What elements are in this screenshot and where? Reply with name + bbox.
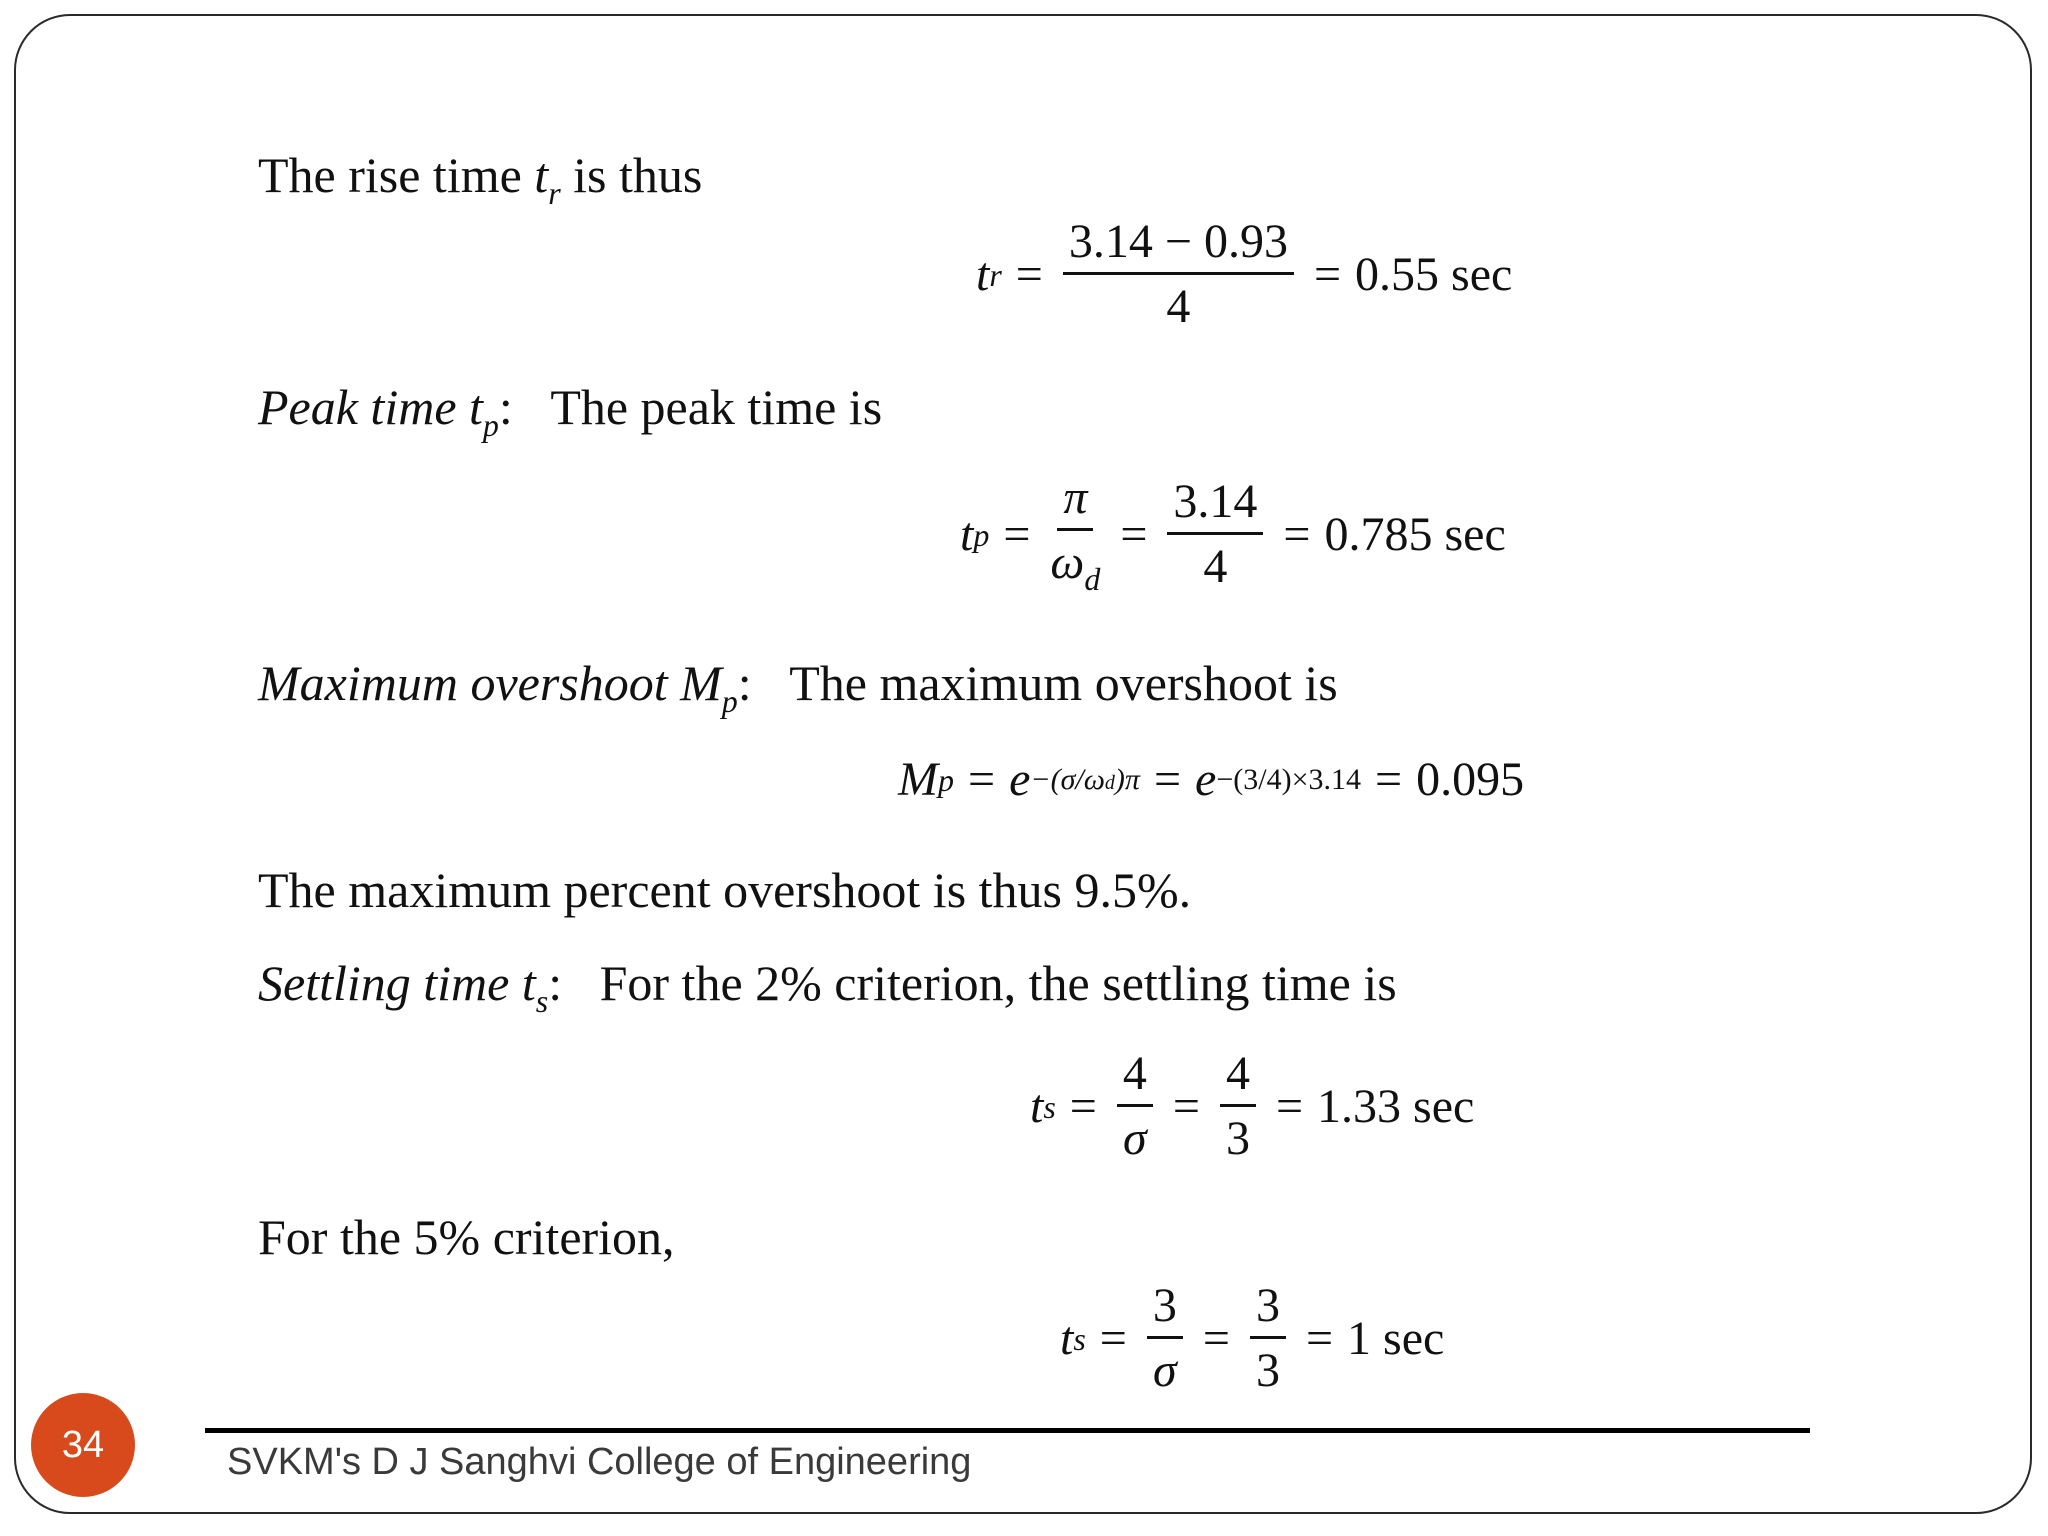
peak-time-equation [960,471,1506,597]
equals-sign: = [1375,753,1403,806]
denominator: 4 [1203,540,1228,593]
omega: ω [1050,536,1085,589]
eq-lhs-sub: s [1043,1088,1056,1125]
exponent-end: )π [1114,763,1140,796]
overshoot-label: Maximum overshoot M [258,655,722,711]
rise-sub: r [548,175,561,211]
equals-sign: = [1069,1079,1097,1133]
footer-college-name: SVKM's D J Sanghvi College of Engineering [227,1441,972,1483]
eq-lhs-sub: s [1073,1320,1086,1357]
numerator: 3.14 − 0.93 [1063,218,1294,275]
fraction [1063,215,1294,333]
result: 0.55 sec [1355,247,1513,301]
equals-sign: = [1313,247,1342,301]
equals-sign: = [1305,1311,1334,1365]
numerator: π [1057,474,1093,531]
denominator [1050,531,1100,595]
equals-sign: = [1015,247,1043,301]
five-pct-text [258,1209,675,1265]
equals-sign: = [1099,1311,1127,1365]
numerator: 4 [1117,1050,1153,1107]
peak-text: The peak time is [550,379,883,435]
fraction [1220,1047,1256,1165]
rise-intro-tail: is thus [560,147,703,203]
peak-label: Peak time t [258,379,483,435]
equals-sign: = [1120,507,1148,561]
eq-lhs-sub: p [973,516,990,553]
eq-lhs: M [898,753,938,806]
exponent: −(3/4)×3.14 [1216,763,1361,796]
five-text: For the 5% criterion, [258,1209,675,1265]
settling-5pct-equation [1060,1279,1445,1397]
exponent-text: −(σ/ω [1030,763,1105,796]
settling-2pct-equation [1030,1047,1475,1165]
result: 0.785 sec [1324,507,1506,561]
denominator: 3 [1225,1112,1250,1165]
overshoot-text: The maximum overshoot is [789,655,1338,711]
denominator: 4 [1166,280,1191,333]
equals-sign: = [1003,507,1031,561]
overshoot-equation [898,753,1525,806]
peak-time-heading [258,379,883,443]
fraction [1117,1047,1153,1165]
settling-colon: : [548,955,563,1011]
equals-sign: = [1202,1311,1230,1365]
result: 1.33 sec [1317,1079,1475,1133]
numerator: 3 [1250,1282,1286,1339]
overshoot-colon: : [737,655,752,711]
percent-text: The maximum percent overshoot is thus 9.5%. [258,862,1192,918]
denominator: σ [1123,1112,1147,1165]
settling-sub: s [535,983,549,1019]
rise-time-equation [976,215,1513,333]
rise-intro-text: The rise time [258,147,535,203]
eq-lhs-sub: r [989,256,1002,293]
overshoot-heading [258,655,1338,719]
rise-time-intro [258,147,703,211]
equals-sign: = [1275,1079,1304,1133]
exp-base: e [1195,753,1217,806]
eq-lhs: t [976,247,990,301]
equals-sign: = [1153,753,1182,806]
omega-sub: d [1084,561,1101,597]
percent-overshoot-text [258,862,1192,918]
equals-sign: = [967,753,996,806]
settling-time-heading [258,955,1397,1019]
result: 0.095 [1416,753,1525,806]
exponent-sub: d [1104,772,1115,794]
result: 1 sec [1347,1311,1445,1365]
numerator: 3.14 [1167,478,1263,535]
rise-var: t [534,147,549,203]
peak-sub: p [482,407,499,443]
exponent [1030,765,1140,795]
exp-base: e [1009,753,1031,806]
equals-sign: = [1283,507,1311,561]
denominator: 3 [1255,1344,1280,1397]
eq-lhs-sub: p [937,762,954,798]
settling-text: For the 2% criterion, the settling time is [599,955,1397,1011]
equals-sign: = [1172,1079,1200,1133]
denominator: σ [1153,1344,1177,1397]
eq-lhs: t [1030,1079,1044,1133]
eq-lhs: t [960,507,974,561]
numerator: 3 [1147,1282,1183,1339]
fraction [1167,475,1263,593]
page-number-badge: 34 [31,1393,135,1497]
numerator: 4 [1220,1050,1256,1107]
footer-divider [205,1428,1810,1433]
overshoot-sub: p [721,683,738,719]
peak-colon: : [498,379,513,435]
fraction [1147,1279,1183,1397]
settling-label: Settling time t [258,955,536,1011]
fraction [1250,1279,1286,1397]
eq-lhs: t [1060,1311,1074,1365]
fraction [1050,471,1101,597]
